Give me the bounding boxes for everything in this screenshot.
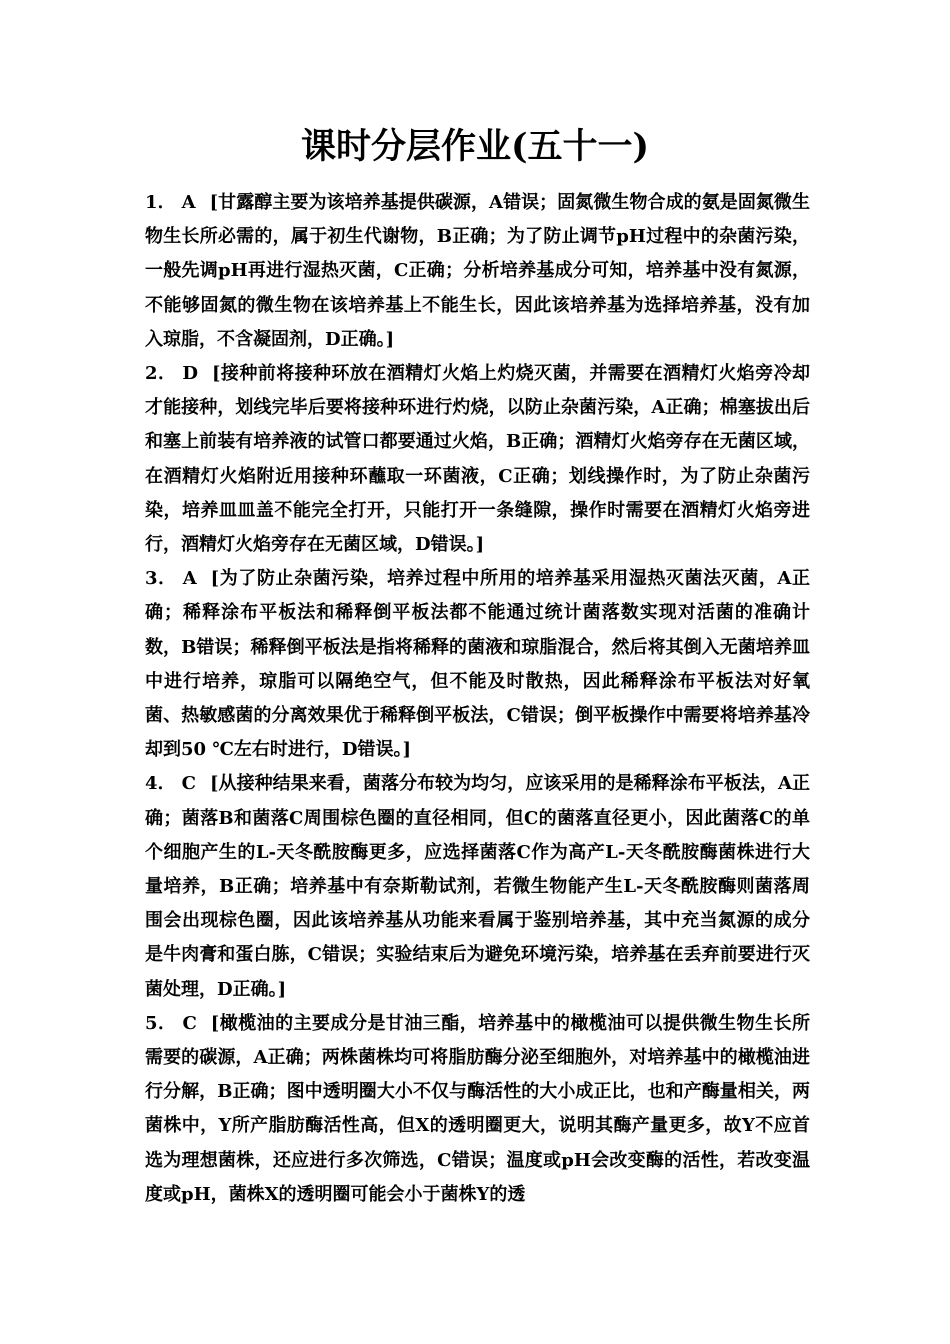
answer-list — [145, 186, 810, 1212]
answer-item-2 — [145, 357, 810, 562]
answer-item-4 — [145, 767, 810, 1006]
answer-number: 2． — [145, 363, 177, 385]
answer-number: 5． — [145, 1012, 177, 1034]
answer-choice: A — [181, 192, 196, 213]
answer-choice: C — [181, 773, 196, 795]
answer-item-1 — [145, 186, 810, 357]
answer-choice: D — [182, 363, 198, 385]
page-title: 课时分层作业(五十一) — [300, 126, 650, 167]
answer-number: 4． — [145, 773, 176, 795]
answer-number: 3． — [145, 568, 177, 590]
answer-item-5 — [145, 1007, 810, 1212]
answer-item-3 — [145, 562, 810, 767]
answer-explanation: [甘露醇主要为该培养基提供碳源，A错误；固氮微生物合成的氨是固氮微生物生长所必需的，属于初生代谢物，B正确；为了防止调节pH过程中的杂菌污染，一般先调pH再进行湿热灭菌，C正确；分析培养基成分可知，培养基中没有氮源，不能够固氮的微生物在该培养基上不能生长，因此该培养基为选择培养基，没有加入琼脂，不含凝固剂，D正确。] — [145, 192, 810, 350]
answer-explanation: [为了防止杂菌污染，培养过程中所用的培养基采用湿热灭菌法灭菌，A正确；稀释涂布平板法和稀释倒平板法都不能通过统计菌落数实现对活菌的准确计数，B错误；稀释倒平板法是指将稀释的菌液和琼脂混合，然后将其倒入无菌培养皿中进行培养，琼脂可以隔绝空气，但不能及时散热，因此稀释涂布平板法对好氧菌、热敏感菌的分离效果优于稀释倒平板法，C错误；倒平板操作中需要将培养基冷却到50 ℃左右时进行，D错误。] — [145, 568, 810, 761]
answer-explanation: [接种前将接种环放在酒精灯火焰上灼烧灭菌，并需要在酒精灯火焰旁冷却才能接种，划线完毕后要将接种环进行灼烧，以防止杂菌污染，A正确；棉塞拔出后和塞上前装有培养液的试管口都要通过火焰，B正确；酒精灯火焰旁存在无菌区域，在酒精灯火焰附近用接种环蘸取一环菌液，C正确；划线操作时，为了防止杂菌污染，培养皿皿盖不能完全打开，只能打开一条缝隙，操作时需要在酒精灯火焰旁进行，酒精灯火焰旁存在无菌区域，D错误。] — [145, 363, 810, 556]
answer-explanation: [从接种结果来看，菌落分布较为均匀，应该采用的是稀释涂布平板法，A正确；菌落B和菌落C周围棕色圈的直径相同，但C的菌落直径更小，因此菌落C的单个细胞产生的L-天冬酰胺酶更多，应选择菌落C作为高产L-天冬酰胺酶菌株进行大量培养，B正确；培养基中有奈斯勒试剂，若微生物能产生L-天冬酰胺酶则菌落周围会出现棕色圈，因此该培养基从功能来看属于鉴别培养基，其中充当氮源的成分是牛肉膏和蛋白胨，C错误；实验结束后为避免环境污染，培养基在丢弃前要进行灭菌处理，D正确。] — [145, 773, 810, 1000]
answer-explanation: [橄榄油的主要成分是甘油三酯，培养基中的橄榄油可以提供微生物生长所需要的碳源，A正确；两株菌株均可将脂肪酶分泌至细胞外，对培养基中的橄榄油进行分解，B正确；图中透明圈大小不仅与酶活性的大小成正比，也和产酶量相关，两菌株中，Y所产脂肪酶活性高，但X的透明圈更大，说明其酶产量更多，故Y不应首选为理想菌株，还应进行多次筛选，C错误；温度或pH会改变酶的活性，若改变温度或pH，菌株X的透明圈可能会小于菌株Y的透 — [145, 1012, 811, 1205]
answer-number: 1． — [145, 192, 176, 213]
answer-choice: A — [182, 568, 197, 590]
answer-choice: C — [182, 1012, 197, 1034]
